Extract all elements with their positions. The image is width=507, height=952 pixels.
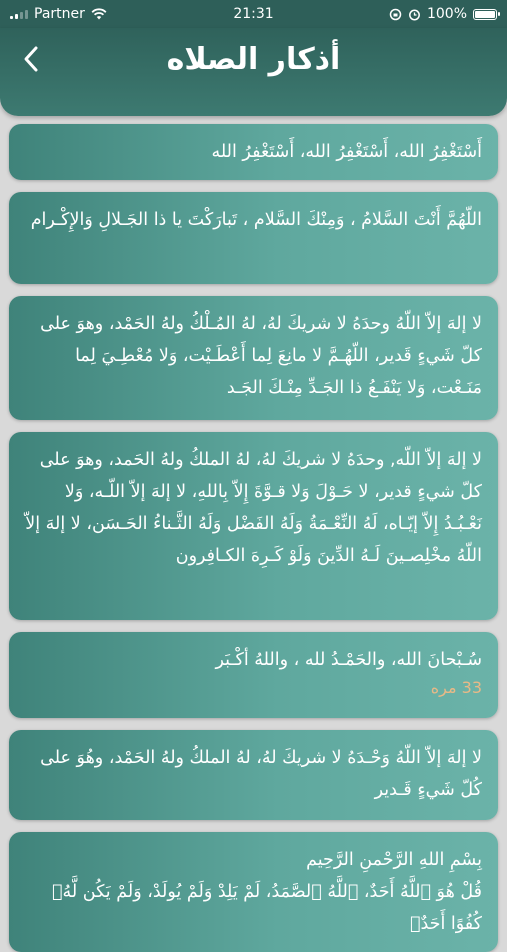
dhikr-text: أَسْتَغْفِرُ الله، أَسْتَغْفِرُ الله، أَسْتَغْفِرُ الله <box>211 142 482 162</box>
battery-icon <box>473 9 497 20</box>
signal-icon <box>10 9 28 19</box>
dhikr-card[interactable] <box>9 730 498 820</box>
dhikr-card[interactable] <box>9 432 498 620</box>
dhikr-card[interactable] <box>9 124 498 180</box>
alarm-icon <box>408 8 421 21</box>
repeat-count: 33 مره <box>430 678 482 697</box>
dhikr-card[interactable] <box>9 832 498 952</box>
dhikr-card[interactable] <box>9 192 498 284</box>
battery-label: 100% <box>426 6 467 22</box>
header-bar <box>0 28 507 116</box>
dhikr-text: سُـبْحانَ الله، والحَمْـدُ لله ، واللهُ أكْـبَر <box>215 650 482 670</box>
dhikr-card[interactable] <box>9 632 498 718</box>
rotation-lock-icon <box>389 8 402 21</box>
dhikr-text: بِسْمِ اللهِ الرَّحْمنِ الرَّحِيم قُلْ هُوَ ٱللَّهُ أَحَدٌ، ٱللَّهُ ٱلصَّمَدُ، لَمْ يَلِدْ وَلَمْ يُولَدْ، وَلَمْ يَكُن لَّهُۥ كُفُوًا أَحَدٌۢ <box>52 850 482 934</box>
dhikr-card[interactable] <box>9 296 498 420</box>
dhikr-text: لا إلهَ إلاّ اللّهُ وحدَهُ لا شريكَ لهُ، لهُ المُـلْكُ ولهُ الحَمْد، وهوَ على كلّ شَيءٍ قَدير، اللّهُـمَّ لا مانِعَ لِما أَعْطَـيْت، وَلا مُعْطِـيَ لِما مَنَـعْت، وَلا يَنْفَـعُ ذا الجَـدِّ مِنْـكَ الجَـد <box>40 314 482 398</box>
dhikr-text: لا إلهَ إلاّ اللّه, وحدَهُ لا شريكَ لهُ، لهُ الملكُ ولهُ الحَمد، وهوَ على كلّ شيءٍ قدير، لا حَـوْلَ وَلا قـوَّةَ إِلاّ بِاللهِ، لا إلهَ إلاّ اللّـه، وَلا نَعْـبُـدُ إِلاّ إيّـاه، لَهُ النِّعْـمَةُ وَلَهُ الفَضْل وَلَهُ الثَّـناءُ الحَـسَن، لا إلهَ إلاّ اللّهُ مخْلِصـينَ لَـهُ الدِّينَ وَلَوْ كَـرِهَ الكـافِرون <box>25 450 482 566</box>
status-right <box>389 6 497 22</box>
wifi-icon <box>91 8 107 20</box>
dhikr-text: اللّهُمَّ أَنْتَ السَّلامُ ، وَمِنْكَ السَّلام ، تَبارَكْتَ يا ذا الجَـلالِ وَالإِكْـرام <box>30 210 482 230</box>
status-bar <box>0 0 507 28</box>
status-left <box>10 6 107 22</box>
dhikr-text: لا إلهَ إلاّ اللّهُ وَحْـدَهُ لا شريكَ لهُ، لهُ الملكُ ولهُ الحَمْد، وهُوَ على كُلّ شَيءٍ قَـدير <box>40 748 482 800</box>
dhikr-list[interactable] <box>0 118 507 934</box>
status-time: 21:31 <box>233 6 274 22</box>
page-title: أذكار الصلاه <box>166 42 341 77</box>
carrier-label: Partner <box>34 6 85 22</box>
